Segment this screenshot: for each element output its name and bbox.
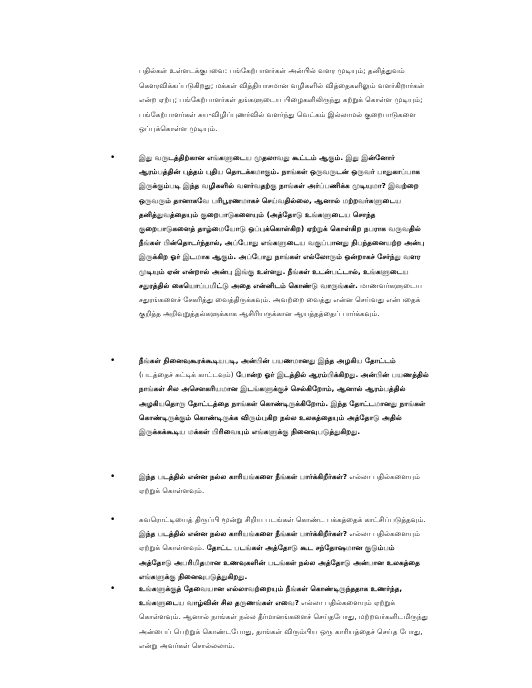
teacher-instruction: மாணவர்களுடைய சதுரங்களைச் சேகரித்து வைத்திருக்கவும். அவற்றை வைத்து என்ன செய்வது என்பதைக் குறித்த அறிவுறுத்தல்களுக்காக ஆசிரியருக்கான ஆயத்தத்தைப் பார்க்கவும். xyxy=(139,280,423,319)
teacher-instruction: சுவரொட்டியைத் திருப்பி மூன்று சிறிய படங்கள் கொண்ட பக்கத்தைக் காட்சிப்படுத்தவும். xyxy=(139,515,426,524)
teacher-script-bold: உங்களுக்குத் தேவையான எல்லாவற்றையும் நீங்கள் கொண்டிருந்ததாக உணர்ந்த, உங்களுடைய வாழ்வின் சில தருணங்கள் எவை? xyxy=(139,584,403,608)
bullet-item-picture-question xyxy=(110,470,428,498)
teacher-instruction-continued: எல்லா பதில்களையும் ஏற்றுக் கொள்ளவும். xyxy=(139,529,420,553)
teacher-instruction: எல்லா பதில்களையும் ஏற்றுக் கொள்ளவும். ஆனால் நாங்கள் நல்ல தீர்மானங்களைச் செய்தபோது, மற்றவர்களிடமிருந்து அன்பைப் பெற்றுக் கொண்டபோது, தாங்கள் விரும்பிய ஒரு காரியத்தைச் செய்த போது, என்று அவர்கள் சொல்லலாம். xyxy=(139,598,428,650)
teacher-script-bold: இந்த படத்தில் என்ன நல்ல காரியங்களை நீங்கள் பார்க்கிறீர்கள்? xyxy=(139,529,348,539)
bullet-text xyxy=(139,513,429,584)
bullet-text xyxy=(139,582,429,653)
bullet-item-three-pictures xyxy=(110,513,428,584)
teacher-script-bold-continued: போன்ற ஓர் இடத்தில் ஆரம்பிக்கிறது. அன்பின் பயணத்தில் நாங்கள் சில அசௌகரியமான இடங்களுக்குச் செல்கிறோம், ஆனால் ஆரம்பத்தில் அழகியதொரு தோட்டத்தை நாங்கள் கொண்டிருக்கிறோம். இந்த தோட்டமானது நாங்கள் கொண்டிருக்கும் கொண்டிருக்க விரும்புகிற நல்ல உலகத்தையும் அத்தோடு அதில் இருக்கக்கூடிய மக்கள் பிரிவையும் எங்களுக்கு நினைவுபடுத்துகிறது. xyxy=(139,370,429,437)
bullet-icon: • xyxy=(110,515,116,525)
teacher-script-bold: நீங்கள் நினைவுகூரக்கூடியபடி, அன்பின் பயணமானது இந்த அழகிய தோட்டம் xyxy=(139,356,396,365)
bullet-icon: • xyxy=(110,153,116,163)
bullet-item-life-moments xyxy=(110,582,428,653)
teacher-instruction: எல்லா பதில்களையும் ஏற்றுக் கொள்ளவும். xyxy=(139,472,420,496)
teacher-script-bold-continued: தோட்ட படங்கள் அத்தோடு கூட சந்தோஷமான குடும்பம் அத்தோடு அபரிமிதமான உணவுகளின் படங்கள் நல்ல அத்தோடு அன்பான உலகத்தை எங்களுக்கு நினைவுபடுத்துகிறது. xyxy=(139,543,420,581)
bullet-text xyxy=(139,151,429,321)
teacher-script-bold: இந்த படத்தில் என்ன நல்ல காரியங்களை நீங்கள் பார்க்கிறீர்கள்? xyxy=(139,472,348,481)
intro-paragraph: பதில்கள் உள்ளடக்குபவை: பங்கேற்பாளர்கள் அன்பில் வளர முடியும்; தனித்துவம் கௌரவிக்கப்படுகிறது; மக்கள் வித்தியாசமான வழிகளில் வித்தைகளிலும் வளர்கிறார்கள் என்ற ஏற்பு; பங்கேற்பாளர்கள் தங்களுடைய பிழைகளிலிருந்து கற்றுக் கொள்ள முடியும்; பங்கேற்பாளர்கள் சுய-விழிப்புணர்வில் வளர்ந்து வெட்கம் இல்லாமல் குறைபாடுகளை ஒப்புக்கொள்ள முடியும். xyxy=(139,66,425,134)
bullet-item-first-meeting xyxy=(110,151,428,321)
teacher-instruction: (படத்தைச் சுட்டிக் காட்டவும்) xyxy=(139,370,234,380)
bullet-text xyxy=(139,354,429,439)
bullet-item-garden xyxy=(110,354,428,439)
bullet-text xyxy=(139,470,429,498)
bullet-icon: • xyxy=(110,584,116,594)
bullet-icon: • xyxy=(110,472,116,482)
teacher-script-bold: இது வருடத்திற்கான எங்களுடைய முதலாவது கூட்டம் ஆகும். இது இன்னோர் ஆரம்பத்தின் புத்தம் புதிய தொடக்கமாகும். நாங்கள் ஒருவருடன் ஒருவர் பாதுகாப்பாக இருக்கும்படி இந்த வழிகளில் வளர்வதற்கு நாங்கள் அர்ப்பணிக்க முடியுமா? இவற்றை ஒருவரும் தானாகவே பரிபூரணமாகச் செய்வதில்லை, ஆனால் மற்றவர்களுடைய தனித்துவத்தையும் குறைபாடுகளையும் (அத்தோடு உங்களுடைய சொந்த குறைபாடுகளைத் தாழ்மையோடு ஒப்புக்கொள்கிற) ஏற்றுக் கொள்கிற நபராக வருவதில் நீங்கள் பின்தொடர்ந்தால், அப்போது எங்களுடைய வகுப்பானது நிபந்தனையற்ற அன்பு இருக்கிற ஓர் இடமாக ஆகும். அப்போது நாங்கள் எல்லோரும் ஒன்றாகச் சேர்ந்து வளர முடியும் ஏன் என்றால் அன்பு இங்கு உள்ளது. நீங்கள் உடன்பட்டால், உங்களுடைய சதுரத்தில் கையொப்பமிட்டு அதை என்னிடம் கொண்டு வாருங்கள். xyxy=(139,153,425,290)
bullet-icon: • xyxy=(110,356,116,366)
